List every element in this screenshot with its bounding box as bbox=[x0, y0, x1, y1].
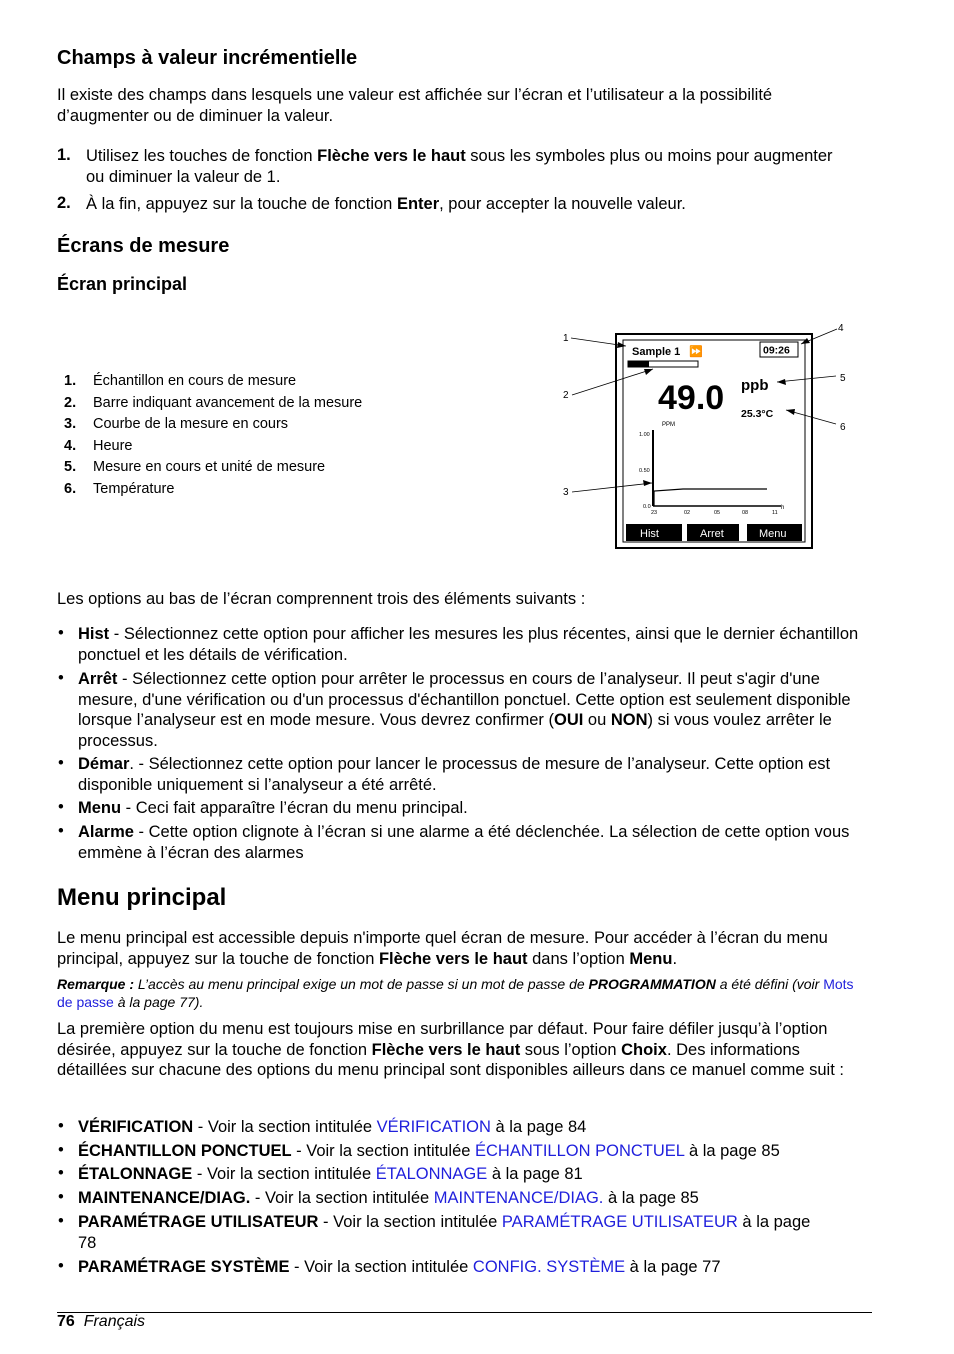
step-text: Utilisez les touches de fonction Flèche vers le haut sous les symboles plus ou moins pour augmenter ou diminuer la valeur de 1. bbox=[86, 147, 833, 186]
list-item: Hist - Sélectionnez cette option pour afficher les mesures les plus récentes, ainsi que le dernier échantillon ponctuel et les détails de vérification. bbox=[78, 625, 859, 664]
y-tick-label: 0.50 bbox=[639, 468, 650, 474]
sample-label: Sample 1 bbox=[632, 346, 681, 358]
section-title-incremental: Champs à valeur incrémentielle bbox=[57, 47, 358, 69]
time-display: 09:26 bbox=[763, 344, 790, 357]
step-number: 1. bbox=[57, 146, 71, 164]
x-tick-label: 23 bbox=[651, 510, 658, 516]
intro-paragraph: Il existe des champs dans lesquels une valeur est affichée sur l’écran et l’utilisateur a la possibilité d’augmenter ou de diminuer la valeur. bbox=[57, 86, 773, 125]
x-tick-label: 08 bbox=[742, 510, 749, 516]
link-maintenance[interactable]: MAINTENANCE/DIAG. bbox=[433, 1189, 604, 1207]
bullet-icon: • bbox=[58, 1212, 64, 1230]
bullet-icon: • bbox=[58, 1188, 64, 1206]
bullet-icon: • bbox=[58, 1117, 64, 1135]
list-item: VÉRIFICATION - Voir la section intitulée VÉRIFICATION à la page 84 bbox=[78, 1118, 587, 1136]
list-item: Alarme - Cette option clignote à l’écran si une alarme a été déclenchée. La sélection de cette option vous emmène à l’écran des alarmes bbox=[78, 823, 850, 862]
footer-divider bbox=[57, 1312, 872, 1313]
softkey-menu-label: Menu bbox=[759, 528, 787, 540]
bullet-icon: • bbox=[58, 1164, 64, 1182]
bullet-icon: • bbox=[58, 669, 64, 687]
menu-description-paragraph: La première option du menu est toujours mise en surbrillance par défaut. Pour faire défiler jusqu’à l’option désirée, appuyez sur la touche de fonction Flèche vers le haut sous l’option Choix. Des informations détaillées sur chacune des options du menu principal sont disponibles ailleurs dans ce manuel comme suit : bbox=[57, 1020, 844, 1079]
list-item: ÉCHANTILLON PONCTUEL - Voir la section intitulée ÉCHANTILLON PONCTUEL à la page 85 bbox=[78, 1142, 780, 1160]
page-footer bbox=[57, 1313, 145, 1331]
graph-unit: PPM bbox=[662, 422, 676, 428]
link-grab-sample[interactable]: ÉCHANTILLON PONCTUEL bbox=[475, 1142, 685, 1160]
x-tick-label: 11 bbox=[772, 510, 778, 516]
link-system-setup[interactable]: CONFIG. SYSTÈME bbox=[472, 1258, 626, 1276]
note: Remarque : L’accès au menu principal exige un mot de passe si un mot de passe de PROGRAMMATION a été défini (voir Mots de passe à la page 77). bbox=[57, 976, 854, 1010]
main-menu-paragraph: Le menu principal est accessible depuis n'importe quel écran de mesure. Pour accéder à l’écran du menu principal, appuyez sur la touche de fonction Flèche vers le haut dans l’option Menu. bbox=[57, 929, 828, 968]
callout-number: 6 bbox=[840, 422, 846, 433]
measurement-value: 49.0 bbox=[658, 379, 725, 417]
link-calibration[interactable]: ÉTALONNAGE bbox=[375, 1165, 488, 1183]
list-item: ÉTALONNAGE - Voir la section intitulée ÉTALONNAGE à la page 81 bbox=[78, 1165, 583, 1183]
legend-item: 1. Échantillon en cours de mesure bbox=[64, 373, 297, 389]
main-screen-illustration bbox=[555, 318, 855, 554]
y-tick-label: 0.0 bbox=[643, 504, 651, 510]
y-tick-label: 1.00 bbox=[639, 432, 650, 438]
list-item: PARAMÉTRAGE SYSTÈME - Voir la section intitulée CONFIG. SYSTÈME à la page 77 bbox=[78, 1258, 721, 1276]
callout-number: 1 bbox=[563, 333, 569, 344]
list-item: PARAMÉTRAGE UTILISATEUR - Voir la section intitulée PARAMÉTRAGE UTILISATEUR à la page 78 bbox=[78, 1213, 811, 1252]
bullet-icon: • bbox=[58, 1141, 64, 1159]
page-number: 76 bbox=[57, 1313, 75, 1330]
section-title-main-menu: Menu principal bbox=[57, 884, 227, 911]
x-tick-label: 02 bbox=[684, 510, 691, 516]
legend-item: 4. Heure bbox=[64, 437, 133, 454]
bullet-icon: • bbox=[58, 798, 64, 816]
bullet-icon: • bbox=[58, 1257, 64, 1275]
list-item: MAINTENANCE/DIAG. - Voir la section intitulée MAINTENANCE/DIAG. à la page 85 bbox=[78, 1189, 699, 1207]
softkey-arret-label: Arret bbox=[700, 528, 724, 540]
callout-number: 2 bbox=[563, 390, 569, 401]
legend-item: 3. Courbe de la mesure en cours bbox=[64, 416, 289, 433]
measurement-unit: ppb bbox=[741, 377, 769, 394]
legend-item: 2. Barre indiquant avancement de la mesure bbox=[64, 394, 363, 411]
callout-number: 5 bbox=[840, 373, 846, 384]
x-tick-label: 05 bbox=[714, 510, 721, 516]
link-user-setup[interactable]: PARAMÉTRAGE UTILISATEUR bbox=[501, 1213, 738, 1231]
x-unit-label: h bbox=[781, 505, 785, 511]
bullet-icon: • bbox=[58, 624, 64, 642]
legend-item: 6. Température bbox=[64, 480, 175, 497]
link-passwords[interactable]: Mots de passe bbox=[57, 976, 854, 1010]
options-intro: Les options au bas de l’écran comprennent trois des éléments suivants : bbox=[57, 590, 586, 608]
step-number: 2. bbox=[57, 194, 71, 212]
callout-number: 3 bbox=[563, 487, 569, 498]
bullet-icon: • bbox=[58, 754, 64, 772]
progress-bar-fill bbox=[628, 361, 649, 367]
footer-language: Français bbox=[83, 1313, 146, 1330]
list-item: Arrêt - Sélectionnez cette option pour arrêter le processus en cours de l’analyseur. Il peut s'agir d'une mesure, d'une vérification ou d'un processus d'échantillon ponctuel. Cette option est seulement disponible lorsque l’analyseur est en mode mesure. Vous devrez confirmer (OUI ou NON) si vous voulez arrêter le processus. bbox=[78, 670, 851, 750]
temperature-display: 25.3°C bbox=[741, 408, 774, 420]
list-item: Menu - Ceci fait apparaître l’écran du menu principal. bbox=[78, 799, 468, 817]
section-title-screens: Écrans de mesure bbox=[57, 235, 230, 257]
softkey-hist-label: Hist bbox=[640, 528, 659, 540]
callout-number: 4 bbox=[838, 323, 844, 334]
subsection-title-main-screen: Écran principal bbox=[57, 274, 188, 294]
link-verification[interactable]: VÉRIFICATION bbox=[376, 1118, 491, 1136]
legend-item: 5. Mesure en cours et unité de mesure bbox=[64, 459, 326, 476]
fast-forward-icon: ⏩ bbox=[689, 346, 703, 358]
figure-legend bbox=[57, 371, 437, 501]
bullet-icon: • bbox=[58, 822, 64, 840]
list-item: Démar. - Sélectionnez cette option pour lancer le processus de mesure de l’analyseur. Cette option est disponible uniquement si l’analyseur a été arrêté. bbox=[78, 755, 831, 794]
step-text: À la fin, appuyez sur la touche de fonction Enter, pour accepter la nouvelle valeur. bbox=[86, 195, 686, 213]
